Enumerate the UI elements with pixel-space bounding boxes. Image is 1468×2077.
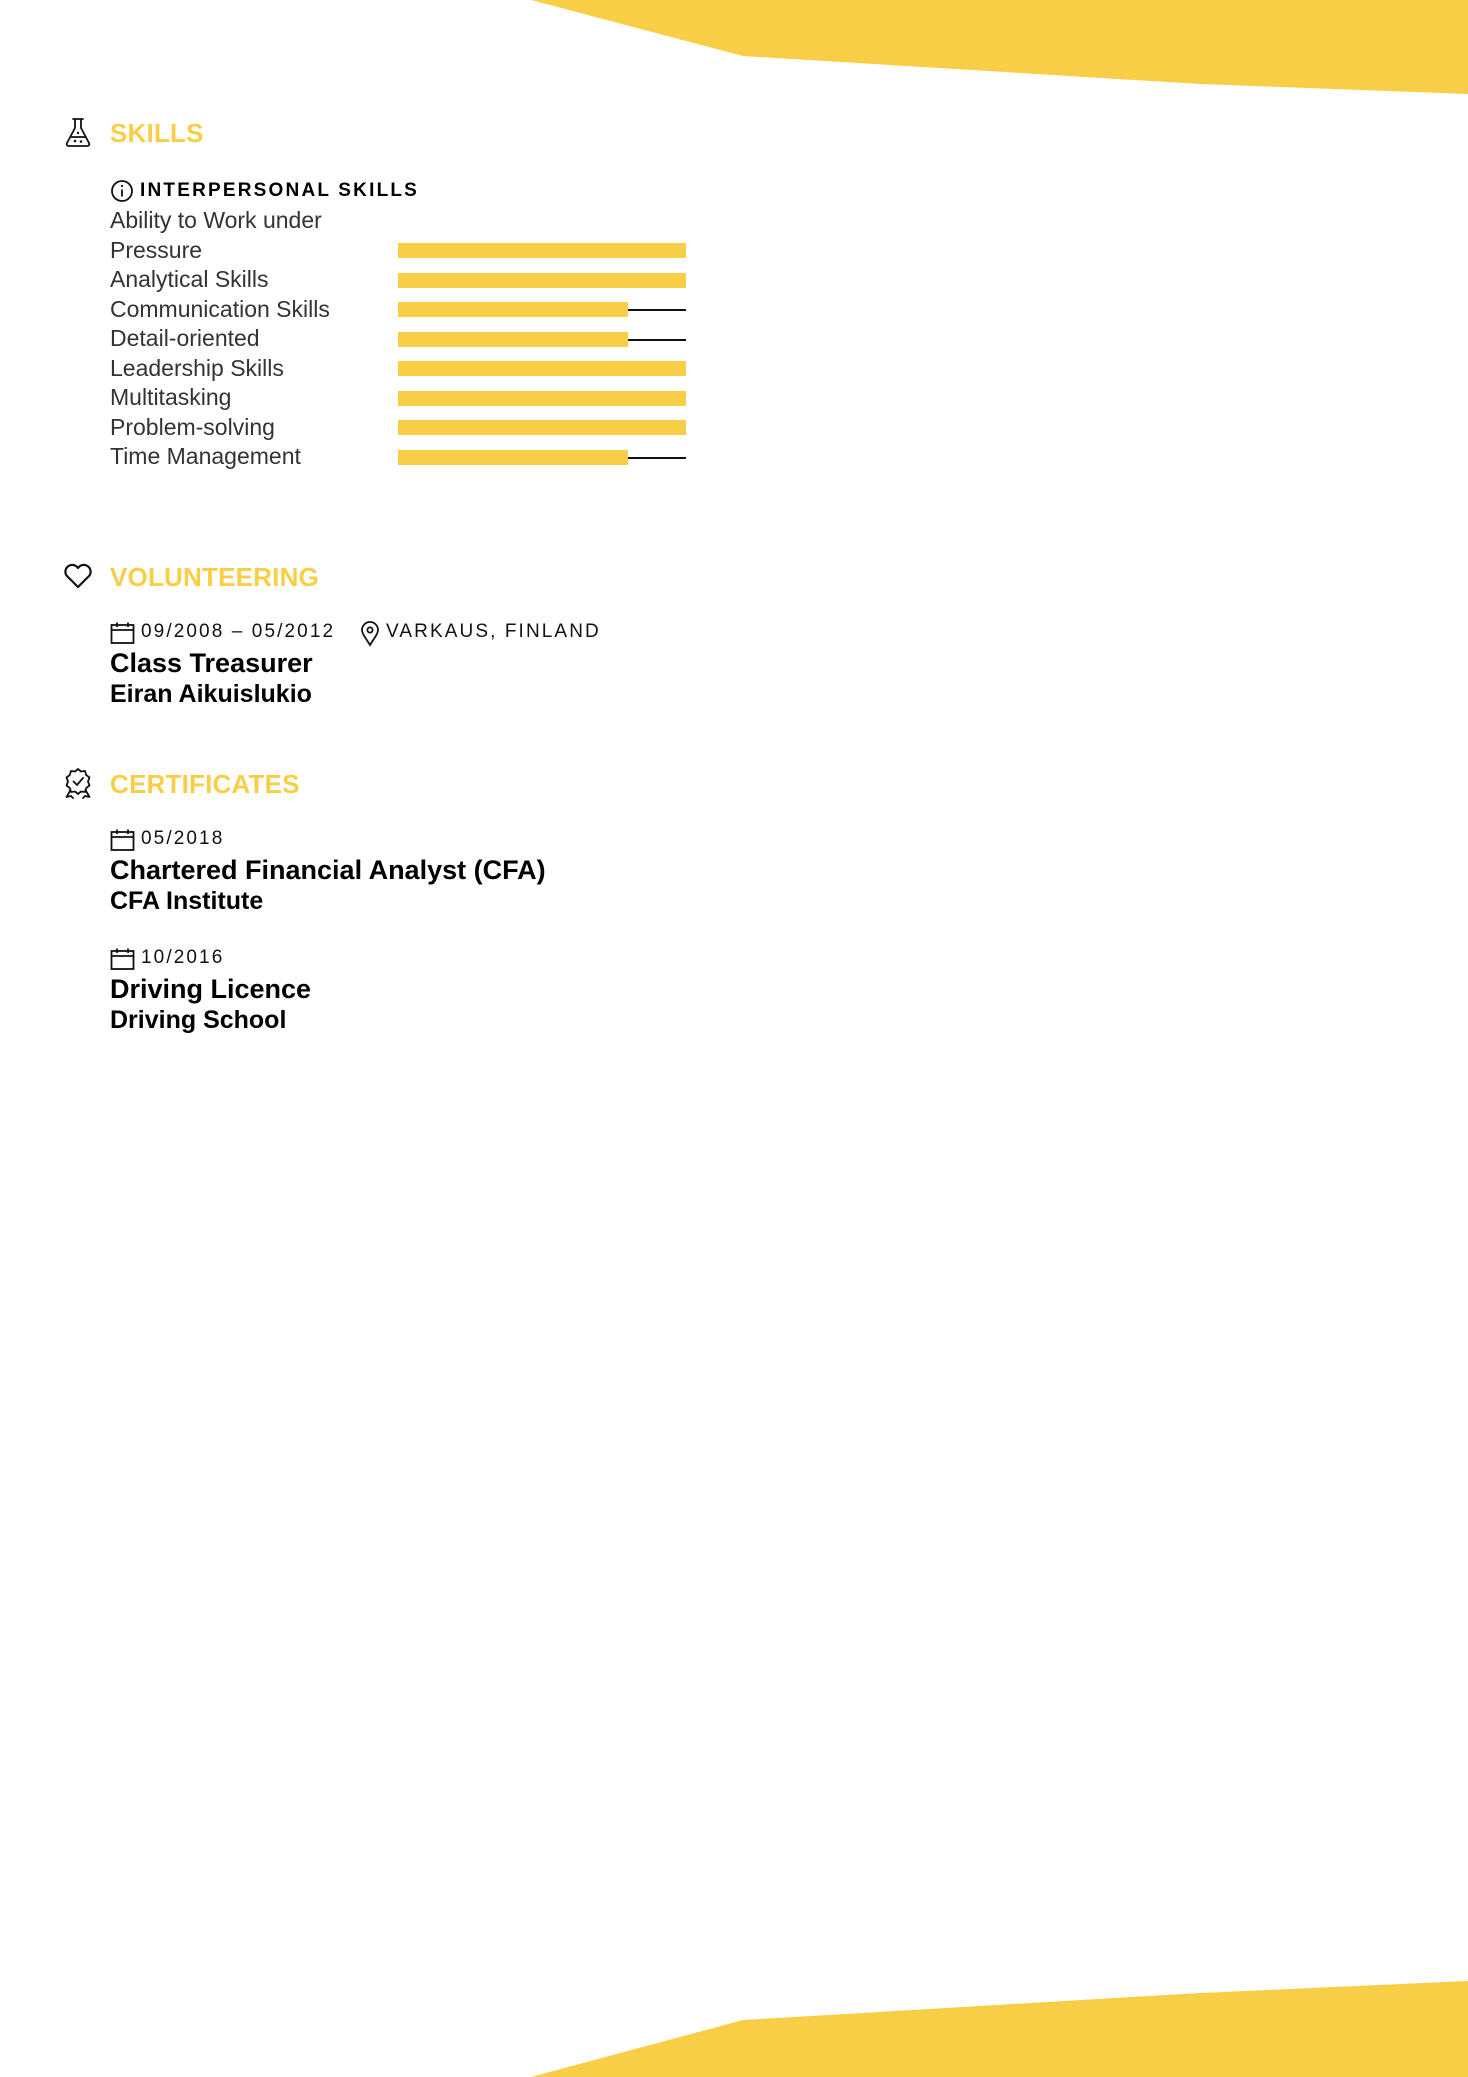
entry-title: Driving Licence	[110, 974, 312, 1004]
skill-level-fill	[398, 450, 628, 465]
certificate-entry	[110, 946, 810, 1035]
skill-name: Problem-solving	[110, 413, 275, 440]
skill-row	[110, 383, 710, 413]
award-icon	[62, 767, 94, 799]
skill-row	[110, 206, 710, 265]
entry-meta	[110, 946, 810, 972]
calendar-icon	[110, 947, 135, 971]
skill-level-fill	[398, 391, 686, 406]
skill-level-bar	[398, 420, 686, 435]
skill-name: Communication Skills	[110, 295, 330, 322]
skills-list	[110, 206, 710, 472]
skill-level-bar	[398, 450, 686, 465]
skills-title: SKILLS	[110, 118, 204, 148]
entry-title: Chartered Financial Analyst (CFA)	[110, 855, 546, 885]
volunteering-title: VOLUNTEERING	[110, 562, 319, 592]
entry-meta	[110, 827, 810, 853]
certificates-title: CERTIFICATES	[110, 769, 300, 799]
certificate-entry	[110, 827, 810, 916]
interpersonal-skills-title: INTERPERSONAL SKILLS	[140, 180, 420, 201]
skill-name: Time Management	[110, 443, 301, 469]
skill-level-fill	[398, 273, 686, 288]
entry-date: 10/2016	[141, 947, 225, 968]
calendar-icon	[110, 828, 135, 852]
skill-level-bar	[398, 391, 686, 406]
skill-row	[110, 442, 710, 472]
skill-row	[110, 265, 710, 295]
skill-level-bar	[398, 273, 686, 288]
skill-name: Analytical Skills	[110, 266, 269, 292]
entry-meta	[110, 620, 810, 646]
skill-level-bar	[398, 243, 686, 258]
location-pin-icon	[360, 621, 380, 647]
skill-row	[110, 354, 710, 384]
entry-title: Class Treasurer	[110, 648, 313, 678]
entry-organization: Driving School	[110, 1006, 287, 1034]
calendar-icon	[110, 621, 135, 645]
skill-level-fill	[398, 420, 686, 435]
skill-level-fill	[398, 361, 686, 376]
skill-level-bar	[398, 302, 686, 317]
skill-level-fill	[398, 302, 628, 317]
skill-level-fill	[398, 332, 628, 347]
info-icon	[110, 179, 134, 203]
entry-organization: CFA Institute	[110, 887, 264, 915]
heart-icon	[62, 560, 94, 592]
skill-name: Multitasking	[110, 384, 232, 410]
skill-row	[110, 324, 710, 354]
skill-level-fill	[398, 243, 686, 258]
entry-date: 09/2008 – 05/2012	[141, 621, 336, 642]
skill-level-bar	[398, 361, 686, 376]
top-decoration	[0, 0, 1468, 96]
flask-icon	[62, 116, 94, 148]
volunteering-entry	[110, 620, 810, 709]
bottom-decoration	[0, 1981, 1468, 2077]
skill-name: Ability to Work under Pressure	[110, 207, 322, 263]
entry-date: 05/2018	[141, 828, 225, 849]
entry-organization: Eiran Aikuislukio	[110, 680, 312, 708]
skill-row	[110, 413, 710, 443]
skill-name: Leadership Skills	[110, 354, 284, 381]
skill-level-bar	[398, 332, 686, 347]
skill-row	[110, 295, 710, 325]
skill-name: Detail-oriented	[110, 325, 260, 351]
entry-location: VARKAUS, FINLAND	[386, 621, 601, 642]
